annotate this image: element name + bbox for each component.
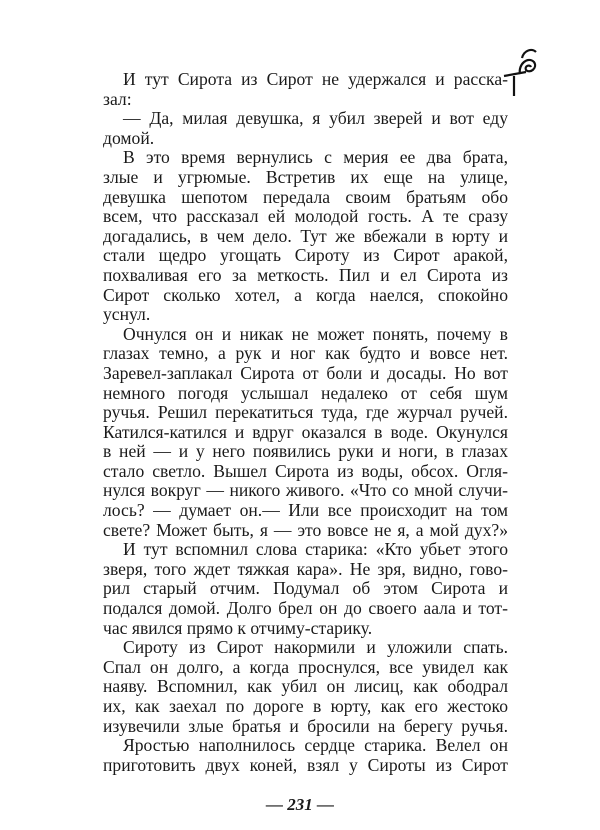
text-line: их, как заехал по дороге в юрту, как его жестоко — [103, 697, 508, 716]
text-line: девушка шепотом передала своим братьям обо — [103, 187, 508, 207]
text-line: И тут Сирота из Сирот не удержался и расска- — [123, 70, 508, 89]
text-line: В это время вернулись с мерия ее два брата, — [123, 148, 508, 168]
text-line: стало светло. Вышел Сирота из воды, обсох. Огля- — [103, 461, 508, 481]
text-line: похваливая его за меткость. Пил и ел Сирота из — [103, 265, 508, 285]
text-line: подался домой. Долго брел он до своего аала и тот- — [103, 599, 508, 619]
text-line: Спал он долго, а когда проснулся, все увидел как — [103, 657, 508, 677]
text-line: Сирот сколько хотел, а когда наелся, спокойно — [103, 285, 508, 305]
text-line: Заревел-заплакал Сирота от боли и досады. Но вот — [103, 363, 508, 383]
text-line: уснул. — [103, 305, 151, 325]
text-line: час явился прямо к отчиму-старику. — [103, 618, 373, 638]
text-line: глазах темно, а рук и ног как будто и вовсе нет. — [103, 344, 508, 364]
text-line: свете? Может быть, я — это вовсе не я, а мой дух?» — [103, 520, 508, 540]
text-line: всем, что рассказал ей молодой гость. А те сразу — [103, 207, 508, 227]
text-line: нулся вокруг — никого живого. «Что со мной случи- — [103, 481, 508, 501]
text-line: И тут вспомнил слова старика: «Кто убьет этого — [123, 540, 508, 560]
text-line: Яростью наполнилось сердце старика. Велел он — [123, 736, 508, 756]
text-line: стали щедро угощать Сироту из Сирот аракой, — [103, 246, 508, 266]
text-line: зверя, того ждет тяжкая кара». Не зря, видно, гово- — [103, 559, 508, 579]
text-line: рил старый отчим. Подумал об этом Сирота и — [103, 579, 508, 599]
text-line: лось? — думает он.— Или все происходит на том — [103, 501, 508, 521]
text-line: домой. — [103, 128, 155, 148]
text-line: ручья. Решил перекатиться туда, где журчал ручей. — [103, 403, 508, 423]
text-line: наяву. Вспомнил, как убил он лисиц, как ободрал — [103, 677, 508, 697]
text-line: догадались, в чем дело. Тут же вбежали в юрту и — [103, 226, 508, 246]
page-number: — 231 — — [266, 795, 334, 814]
text-line: Очнулся он и никак не может понять, почему в — [123, 324, 508, 344]
text-line: приготовить двух коней, взял у Сироты из Сирот — [103, 755, 508, 775]
text-line: зал: — [103, 89, 132, 109]
text-line: Катился-катился и вдруг оказался в воде. Окунулся — [103, 422, 508, 442]
text-line: изувечили злые братья и бросили на берегу ручья. — [103, 716, 508, 736]
text-line: в ней — и у него появились руки и ноги, в глазах — [103, 442, 508, 462]
text-line: злые и угрюмые. Встретив их еще на улице, — [103, 167, 508, 187]
body-text — [103, 70, 508, 775]
text-line: — Да, милая девушка, я убил зверей и вот еду — [123, 109, 508, 129]
text-line: Сироту из Сирот накормили и уложили спать. — [123, 638, 508, 658]
text-line: немного погодя услышал недалеко от себя шум — [103, 383, 508, 403]
